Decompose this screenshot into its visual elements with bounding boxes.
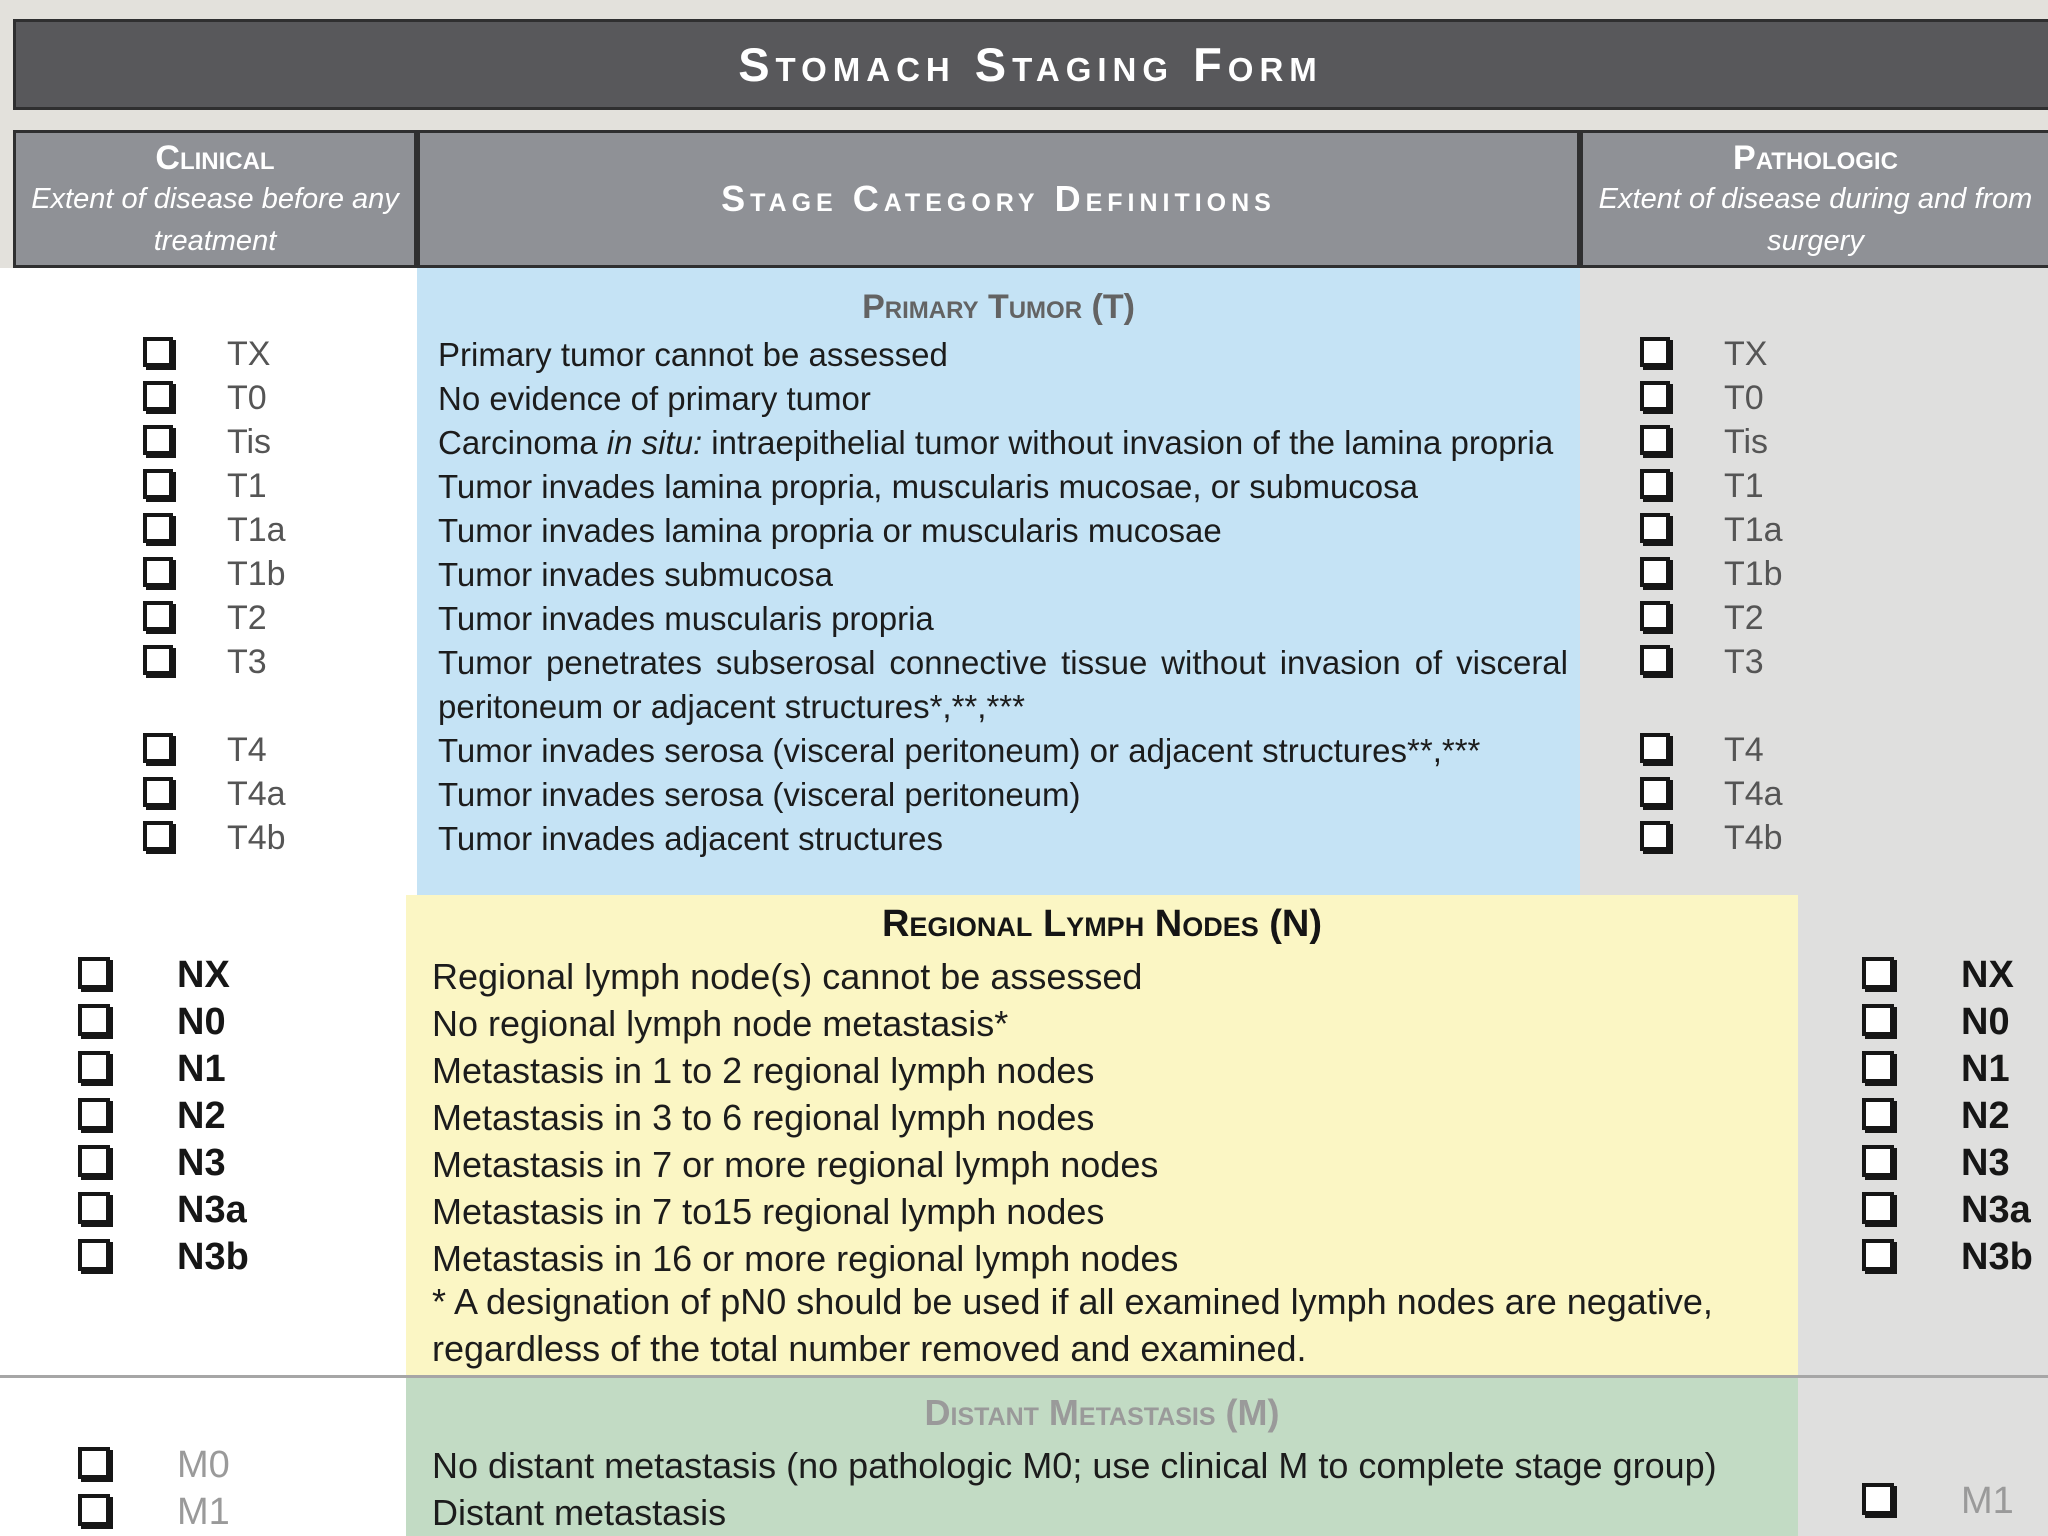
checkbox-icon[interactable] <box>1640 337 1670 367</box>
checkbox-icon[interactable] <box>1640 513 1670 543</box>
tis-italic: in situ: <box>606 424 703 461</box>
clinical-code-label: T3 <box>227 643 267 681</box>
clinical-code-label: T4b <box>227 819 286 857</box>
pathologic-n1-option[interactable] <box>1862 1048 2010 1090</box>
definition-t4b: Tumor invades adjacent structures <box>438 820 944 857</box>
pathologic-code-label: M1 <box>1961 1480 2014 1522</box>
clinical-n3-option[interactable] <box>78 1142 226 1184</box>
clinical-code-label: T4 <box>227 731 267 769</box>
definition-n3: Metastasis in 7 or more regional lymph nodes <box>432 1144 1159 1185</box>
pathologic-t4-option[interactable] <box>1640 731 1764 769</box>
clinical-code-label: N0 <box>177 1001 226 1043</box>
pathologic-t2-option[interactable] <box>1640 599 1764 637</box>
pathologic-subtitle: Extent of disease during and from surgery <box>1598 183 2033 257</box>
clinical-tis-option[interactable] <box>143 423 272 461</box>
clinical-n3b-option[interactable] <box>78 1236 249 1278</box>
header-clinical <box>13 130 417 268</box>
checkbox-icon[interactable] <box>78 1051 110 1083</box>
pathologic-code-label: N2 <box>1961 1095 2010 1137</box>
checkbox-icon[interactable] <box>1640 821 1670 851</box>
checkbox-icon[interactable] <box>78 1447 110 1479</box>
clinical-subtitle: Extent of disease before any treatment <box>31 183 399 257</box>
checkbox-icon[interactable] <box>143 777 173 807</box>
clinical-t1b-option[interactable] <box>143 555 286 593</box>
checkbox-icon[interactable] <box>1640 381 1670 411</box>
definition-tis <box>438 421 1568 465</box>
checkbox-icon[interactable] <box>143 821 173 851</box>
regional-lymph-nodes-definitions <box>432 953 1792 1282</box>
pathologic-code-label: T0 <box>1724 379 1764 417</box>
checkbox-icon[interactable] <box>1640 557 1670 587</box>
checkbox-icon[interactable] <box>143 645 173 675</box>
pathologic-code-label: T1a <box>1724 511 1783 549</box>
pathologic-code-label: Tis <box>1724 423 1769 461</box>
checkbox-icon[interactable] <box>78 1004 110 1036</box>
clinical-code-label: T1b <box>227 555 286 593</box>
checkbox-icon[interactable] <box>143 513 173 543</box>
checkbox-icon[interactable] <box>78 1239 110 1271</box>
pathologic-code-label: N0 <box>1961 1001 2010 1043</box>
clinical-code-label: T2 <box>227 599 267 637</box>
lymph-node-footnote: * A designation of pN0 should be used if all examined lymph nodes are negative, regardless of the total number removed and examined. <box>432 1281 1713 1369</box>
checkbox-icon[interactable] <box>1862 1051 1894 1083</box>
checkbox-icon[interactable] <box>1640 469 1670 499</box>
pathologic-m1-option[interactable] <box>1862 1480 2014 1522</box>
form-title: Stomach Staging Form <box>738 38 1323 91</box>
clinical-t1a-option[interactable] <box>143 511 286 549</box>
pathologic-title: Pathologic <box>1733 139 1898 177</box>
pathologic-t1-option[interactable] <box>1640 467 1764 505</box>
checkbox-icon[interactable] <box>1862 1004 1894 1036</box>
definition-t3: Tumor penetrates subserosal connective tissue without invasion of visceral peritoneum or adjacent structures*,**,*** <box>438 644 1568 725</box>
checkbox-icon[interactable] <box>1862 1145 1894 1177</box>
clinical-code-label: T1 <box>227 467 267 505</box>
definition-n3a: Metastasis in 7 to15 regional lymph nodes <box>432 1191 1105 1232</box>
checkbox-icon[interactable] <box>143 337 173 367</box>
checkbox-icon[interactable] <box>143 557 173 587</box>
definition-m1: Distant metastasis <box>432 1492 727 1533</box>
clinical-t2-option[interactable] <box>143 599 267 637</box>
pathologic-code-label: T3 <box>1724 643 1764 681</box>
clinical-tx-option[interactable] <box>143 335 271 373</box>
definition-n3b: Metastasis in 16 or more regional lymph nodes <box>432 1238 1179 1279</box>
definition-m0: No distant metastasis (no pathologic M0; use clinical M to complete stage group) <box>432 1445 1717 1486</box>
clinical-code-label: M0 <box>177 1444 230 1486</box>
checkbox-icon[interactable] <box>1640 601 1670 631</box>
definition-t1b: Tumor invades submucosa <box>438 556 833 593</box>
pathologic-n3-option[interactable] <box>1862 1142 2010 1184</box>
pathologic-tx-option[interactable] <box>1640 335 1768 373</box>
pathologic-n0-option[interactable] <box>1862 1001 2010 1043</box>
pathologic-code-label: T1 <box>1724 467 1764 505</box>
definition-t2: Tumor invades muscularis propria <box>438 600 934 637</box>
checkbox-icon[interactable] <box>1862 1192 1894 1224</box>
pathologic-code-label: TX <box>1724 335 1768 373</box>
pathologic-nx-option[interactable] <box>1862 954 2014 996</box>
regional-lymph-nodes-title: Regional Lymph Nodes (N) <box>881 903 1323 945</box>
checkbox-icon[interactable] <box>1862 1098 1894 1130</box>
definition-tx: Primary tumor cannot be assessed <box>438 336 948 373</box>
clinical-code-label: N1 <box>177 1048 226 1090</box>
clinical-m0-option[interactable] <box>78 1444 230 1486</box>
pathologic-n2-option[interactable] <box>1862 1095 2010 1137</box>
checkbox-icon[interactable] <box>78 1098 110 1130</box>
definition-n1: Metastasis in 1 to 2 regional lymph nodes <box>432 1050 1095 1091</box>
pathologic-code-label: T1b <box>1724 555 1783 593</box>
pathologic-code-label: T2 <box>1724 599 1764 637</box>
pathologic-tis-option[interactable] <box>1640 423 1769 461</box>
clinical-t4a-option[interactable] <box>143 775 286 813</box>
checkbox-icon[interactable] <box>78 1145 110 1177</box>
header-definitions <box>417 130 1580 268</box>
clinical-t3-option[interactable] <box>143 643 267 681</box>
clinical-code-label: M1 <box>177 1491 230 1533</box>
clinical-code-label: N3b <box>177 1236 249 1278</box>
header-pathologic <box>1580 130 2048 268</box>
clinical-t4-option[interactable] <box>143 731 267 769</box>
checkbox-icon[interactable] <box>1640 777 1670 807</box>
checkbox-icon[interactable] <box>143 425 173 455</box>
pathologic-n3a-option[interactable] <box>1862 1189 2031 1231</box>
pathologic-t4b-option[interactable] <box>1640 819 1783 857</box>
pathologic-n3b-option[interactable] <box>1862 1236 2033 1278</box>
clinical-code-label: N2 <box>177 1095 226 1137</box>
primary-tumor-definitions <box>438 333 1568 861</box>
tis-prefix: Carcinoma <box>438 424 607 461</box>
pathologic-t1b-option[interactable] <box>1640 555 1783 593</box>
distant-metastasis-title: Distant Metastasis (M) <box>924 1392 1280 1433</box>
clinical-column <box>0 268 417 1536</box>
definition-n0: No regional lymph node metastasis* <box>432 1003 1009 1044</box>
clinical-t1-option[interactable] <box>143 467 267 505</box>
pathologic-code-label: N3a <box>1961 1189 2031 1231</box>
clinical-n1-option[interactable] <box>78 1048 226 1090</box>
definition-t0: No evidence of primary tumor <box>438 380 871 417</box>
definition-t4a: Tumor invades serosa (visceral peritoneum) <box>438 776 1081 813</box>
clinical-code-label: TX <box>227 335 271 373</box>
clinical-n0-option[interactable] <box>78 1001 226 1043</box>
pathologic-t0-option[interactable] <box>1640 379 1764 417</box>
definition-nx: Regional lymph node(s) cannot be assessed <box>432 956 1143 997</box>
definition-t1a: Tumor invades lamina propria or muscularis mucosae <box>438 512 1222 549</box>
checkbox-icon[interactable] <box>143 381 173 411</box>
clinical-code-label: N3a <box>177 1189 247 1231</box>
checkbox-icon[interactable] <box>1862 1483 1894 1515</box>
checkbox-icon[interactable] <box>143 469 173 499</box>
definitions-title: Stage Category Definitions <box>721 178 1276 219</box>
pathologic-code-label: N3b <box>1961 1236 2033 1278</box>
clinical-code-label: Tis <box>227 423 272 461</box>
pathologic-code-label: T4b <box>1724 819 1783 857</box>
clinical-n2-option[interactable] <box>78 1095 226 1137</box>
pathologic-code-label: T4a <box>1724 775 1783 813</box>
checkbox-icon[interactable] <box>1862 957 1894 989</box>
checkbox-icon[interactable] <box>1640 425 1670 455</box>
pathologic-code-label: N3 <box>1961 1142 2010 1184</box>
definition-n2: Metastasis in 3 to 6 regional lymph nodes <box>432 1097 1095 1138</box>
clinical-t0-option[interactable] <box>143 379 267 417</box>
distant-metastasis-definitions <box>432 1442 1792 1536</box>
primary-tumor-title: Primary Tumor (T) <box>862 288 1135 326</box>
checkbox-icon[interactable] <box>1862 1239 1894 1271</box>
definition-t4: Tumor invades serosa (visceral peritoneum) or adjacent structures**,*** <box>438 732 1481 769</box>
clinical-m1-option[interactable] <box>78 1491 230 1533</box>
clinical-code-label: T1a <box>227 511 286 549</box>
pathologic-t3-option[interactable] <box>1640 643 1764 681</box>
clinical-code-label: T0 <box>227 379 267 417</box>
definition-t1: Tumor invades lamina propria, muscularis mucosae, or submucosa <box>438 468 1419 505</box>
pathologic-code-label: NX <box>1961 954 2014 996</box>
checkbox-icon[interactable] <box>1640 733 1670 763</box>
clinical-n3a-option[interactable] <box>78 1189 247 1231</box>
clinical-t4b-option[interactable] <box>143 819 286 857</box>
checkbox-icon[interactable] <box>78 957 110 989</box>
pathologic-t4a-option[interactable] <box>1640 775 1783 813</box>
tis-text: intraepithelial tumor without invasion of the lamina propria <box>711 424 1554 461</box>
clinical-nx-option[interactable] <box>78 954 230 996</box>
pathologic-t1a-option[interactable] <box>1640 511 1783 549</box>
checkbox-icon[interactable] <box>143 601 173 631</box>
clinical-code-label: NX <box>177 954 230 996</box>
checkbox-icon[interactable] <box>78 1192 110 1224</box>
pathologic-code-label: N1 <box>1961 1048 2010 1090</box>
checkbox-icon[interactable] <box>1640 645 1670 675</box>
clinical-code-label: T4a <box>227 775 286 813</box>
clinical-title: Clinical <box>155 139 275 177</box>
checkbox-icon[interactable] <box>143 733 173 763</box>
checkbox-icon[interactable] <box>78 1494 110 1526</box>
pathologic-code-label: T4 <box>1724 731 1764 769</box>
clinical-code-label: N3 <box>177 1142 226 1184</box>
